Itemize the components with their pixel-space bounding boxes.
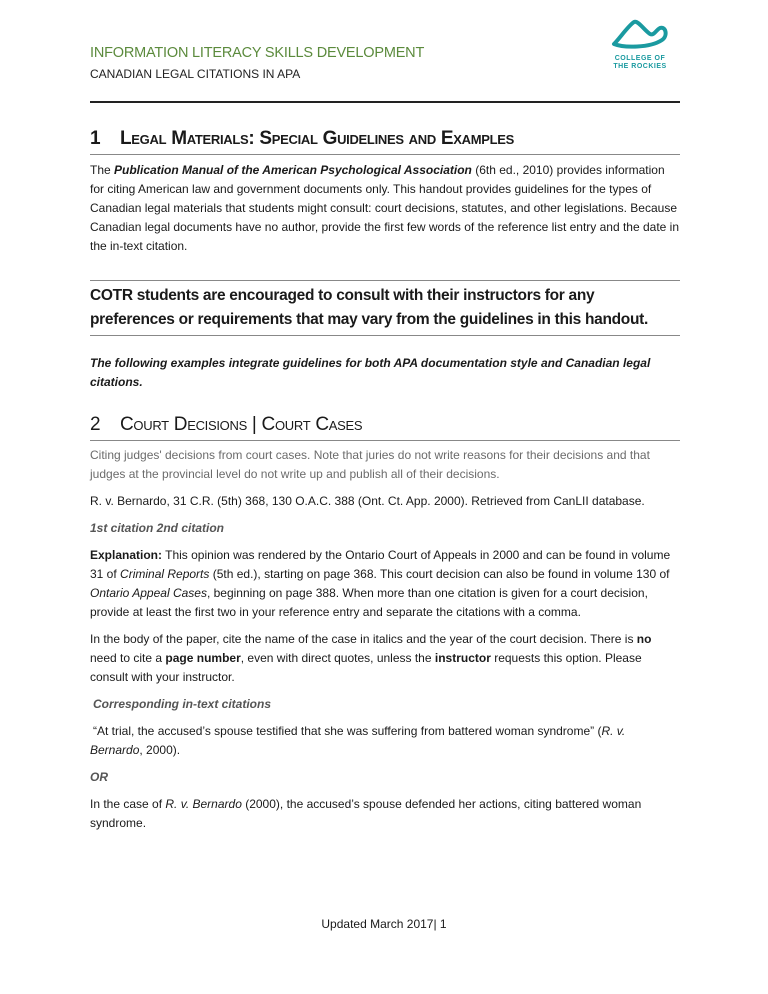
intext-example-2: In the case of R. v. Bernardo (2000), the accused’s spouse defended her actions, citing battered woman syndrome.: [90, 797, 642, 830]
main-content: [90, 128, 680, 841]
logo-text: COLLEGE OF THE ROCKIES: [613, 55, 667, 70]
or-label: OR: [90, 770, 108, 784]
header-divider: [90, 101, 680, 103]
body-citation-paragraph: In the body of the paper, cite the name of the case in italics and the year of the court decision. There is no need to cite a page number, even with direct quotes, unless the instructor requests this option. Please consult with your instructor.: [90, 632, 652, 684]
section-2-heading: 2 Court Decisions | Court Cases: [90, 414, 680, 441]
citation-label: 1st citation 2nd citation: [90, 521, 225, 535]
section-2-description: Citing judges' decisions from court cases. Note that juries do not write reasons for their decisions and that judges at the provincial level do not write up and publish all of their decisions.: [90, 448, 650, 481]
section-1-heading: 1 Legal Materials: Special Guidelines and Examples: [90, 128, 680, 155]
reference-entry: R. v. Bernardo, 31 C.R. (5th) 368, 130 O.A.C. 388 (Ont. Ct. App. 2000). Retrieved from CanLII database.: [90, 494, 645, 508]
header-title: INFORMATION LITERACY SKILLS DEVELOPMENT: [90, 45, 425, 61]
explanation-paragraph: Explanation: This opinion was rendered by the Ontario Court of Appeals in 2000 and can be found in volume 31 of Criminal Reports (5th ed.), starting on page 368. This court decision can also be found in volume 130 of Ontario Appeal Cases, beginning on page 388. When more than one citation is given for a court decision, provide at least the first two in your reference entry and separate the citations with a comma.: [90, 548, 671, 619]
college-logo: [605, 18, 675, 71]
mountain-logo-icon: [610, 18, 670, 50]
callout-box: COTR students are encouraged to consult with their instructors for any preferences or requirements that may vary from the guidelines in this handout.: [90, 280, 680, 336]
section-1-paragraph: The Publication Manual of the American Psychological Association (6th ed., 2010) provides information for citing American law and government documents only. This handout provides guidelines for the types of Canadian legal materials that students might consult: court decisions, statutes, and other legislations. Because Canadian legal documents have no author, provide the first few words of the reference list entry and the date in the in-text citation.: [90, 163, 680, 253]
header-subtitle: CANADIAN LEGAL CITATIONS IN APA: [90, 67, 301, 81]
intext-example-1: “At trial, the accused’s spouse testified that she was suffering from battered woman syndrome” (R. v. Bernardo, 2000).: [90, 724, 626, 757]
intext-label: Corresponding in-text citations: [93, 697, 272, 711]
page-footer: Updated March 2017| 1: [321, 917, 447, 931]
examples-intro: The following examples integrate guidelines for both APA documentation style and Canadian legal citations.: [90, 356, 651, 389]
